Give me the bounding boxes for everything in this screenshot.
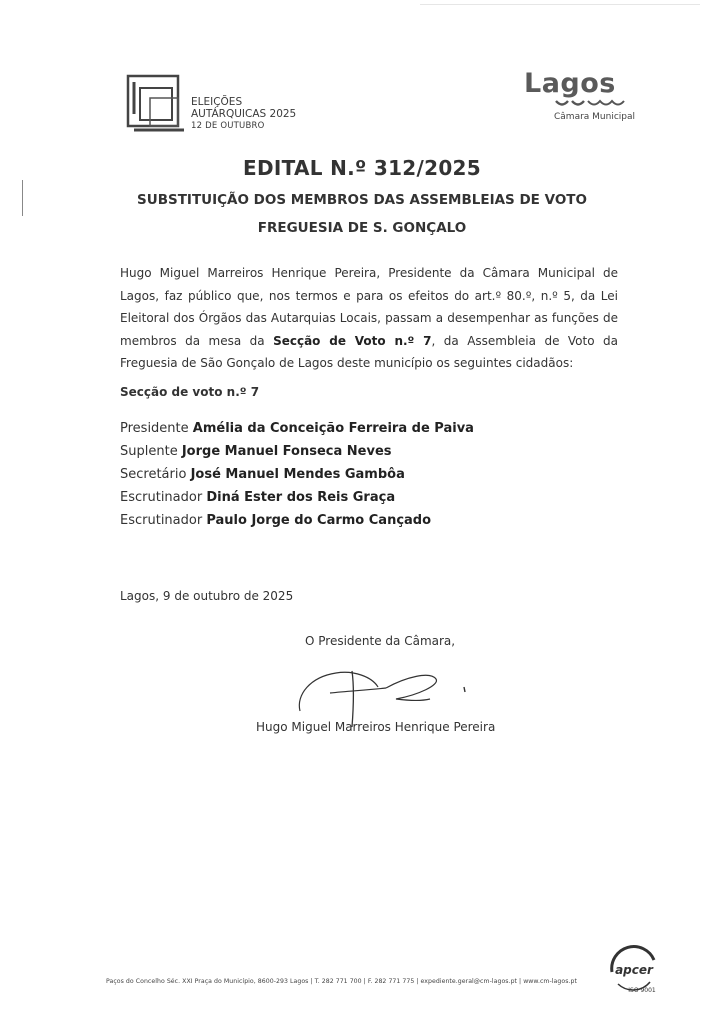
body-text-bold: Secção de Voto n.º 7: [273, 333, 432, 348]
member-name: Paulo Jorge do Carmo Cançado: [206, 513, 432, 528]
document-subtitle: SUBSTITUIÇÃO DOS MEMBROS DAS ASSEMBLEIAS DE VOTO: [137, 192, 587, 208]
signatory-name: Hugo Miguel Marreiros Henrique Pereira: [256, 720, 496, 734]
handwritten-signature: [290, 655, 480, 730]
election-logo-icon: [126, 74, 186, 134]
member-row: [120, 513, 431, 528]
document-title: EDITAL N.º 312/2025: [243, 156, 481, 180]
municipality-logo: [510, 68, 640, 128]
member-role: Presidente: [120, 421, 189, 436]
member-row: [120, 490, 395, 505]
body-text-part-2: , da Assembleia de Voto da Freguesia de São Gonçalo de Lagos deste município os seguintes cidadãos:: [120, 333, 618, 370]
body-paragraph: [120, 262, 618, 375]
certification-standard: ISO 9001: [628, 987, 656, 994]
date-line: Lagos, 9 de outubro de 2025: [120, 589, 294, 603]
section-heading: Secção de voto n.º 7: [120, 385, 260, 399]
member-role: Escrutinador: [120, 490, 203, 505]
member-role: Escrutinador: [120, 513, 203, 528]
footer-address: Paços do Concelho Séc. XXI Praça do Município, 8600-293 Lagos | T. 282 771 700 | F. 282 771 775 | expediente.geral@cm-lagos.pt | www.cm-lagos.pt: [106, 978, 577, 985]
member-name: Amélia da Conceição Ferreira de Paiva: [192, 421, 474, 436]
member-role: Secretário: [120, 467, 187, 482]
certification-seal-icon: [604, 938, 664, 998]
member-row: [120, 467, 405, 482]
member-row: [120, 421, 474, 436]
signatory-role: O Presidente da Câmara,: [305, 634, 456, 648]
municipality-logo-subtitle: Câmara Municipal: [554, 112, 636, 122]
election-logo-text: [191, 96, 296, 132]
member-row: [120, 444, 392, 459]
waves-icon: [554, 98, 634, 110]
election-logo-date: 12 DE OUTUBRO: [191, 121, 265, 131]
municipality-logo-name: Lagos: [524, 68, 616, 99]
scan-edge-line: [420, 4, 700, 5]
member-name: José Manuel Mendes Gambôa: [190, 467, 405, 482]
election-logo-line-1: ELEIÇÕES: [191, 96, 243, 108]
member-name: Diná Ester dos Reis Graça: [206, 490, 396, 505]
member-role: Suplente: [120, 444, 178, 459]
member-name: Jorge Manuel Fonseca Neves: [181, 444, 392, 459]
election-logo-line-2: AUTÁRQUICAS 2025: [191, 108, 297, 120]
certification-brand: apcer: [615, 963, 653, 977]
document-parish: FREGUESIA DE S. GONÇALO: [257, 220, 467, 236]
body-text-part-1: Hugo Miguel Marreiros Henrique Pereira, Presidente da Câmara Municipal de Lagos, faz público que, nos termos e para os efeitos do art.º 80.º, n.º 5, da Lei Eleitoral dos Órgãos das Autarquias Locais, passam a desempenhar as funções de membros da mesa da: [120, 266, 618, 348]
